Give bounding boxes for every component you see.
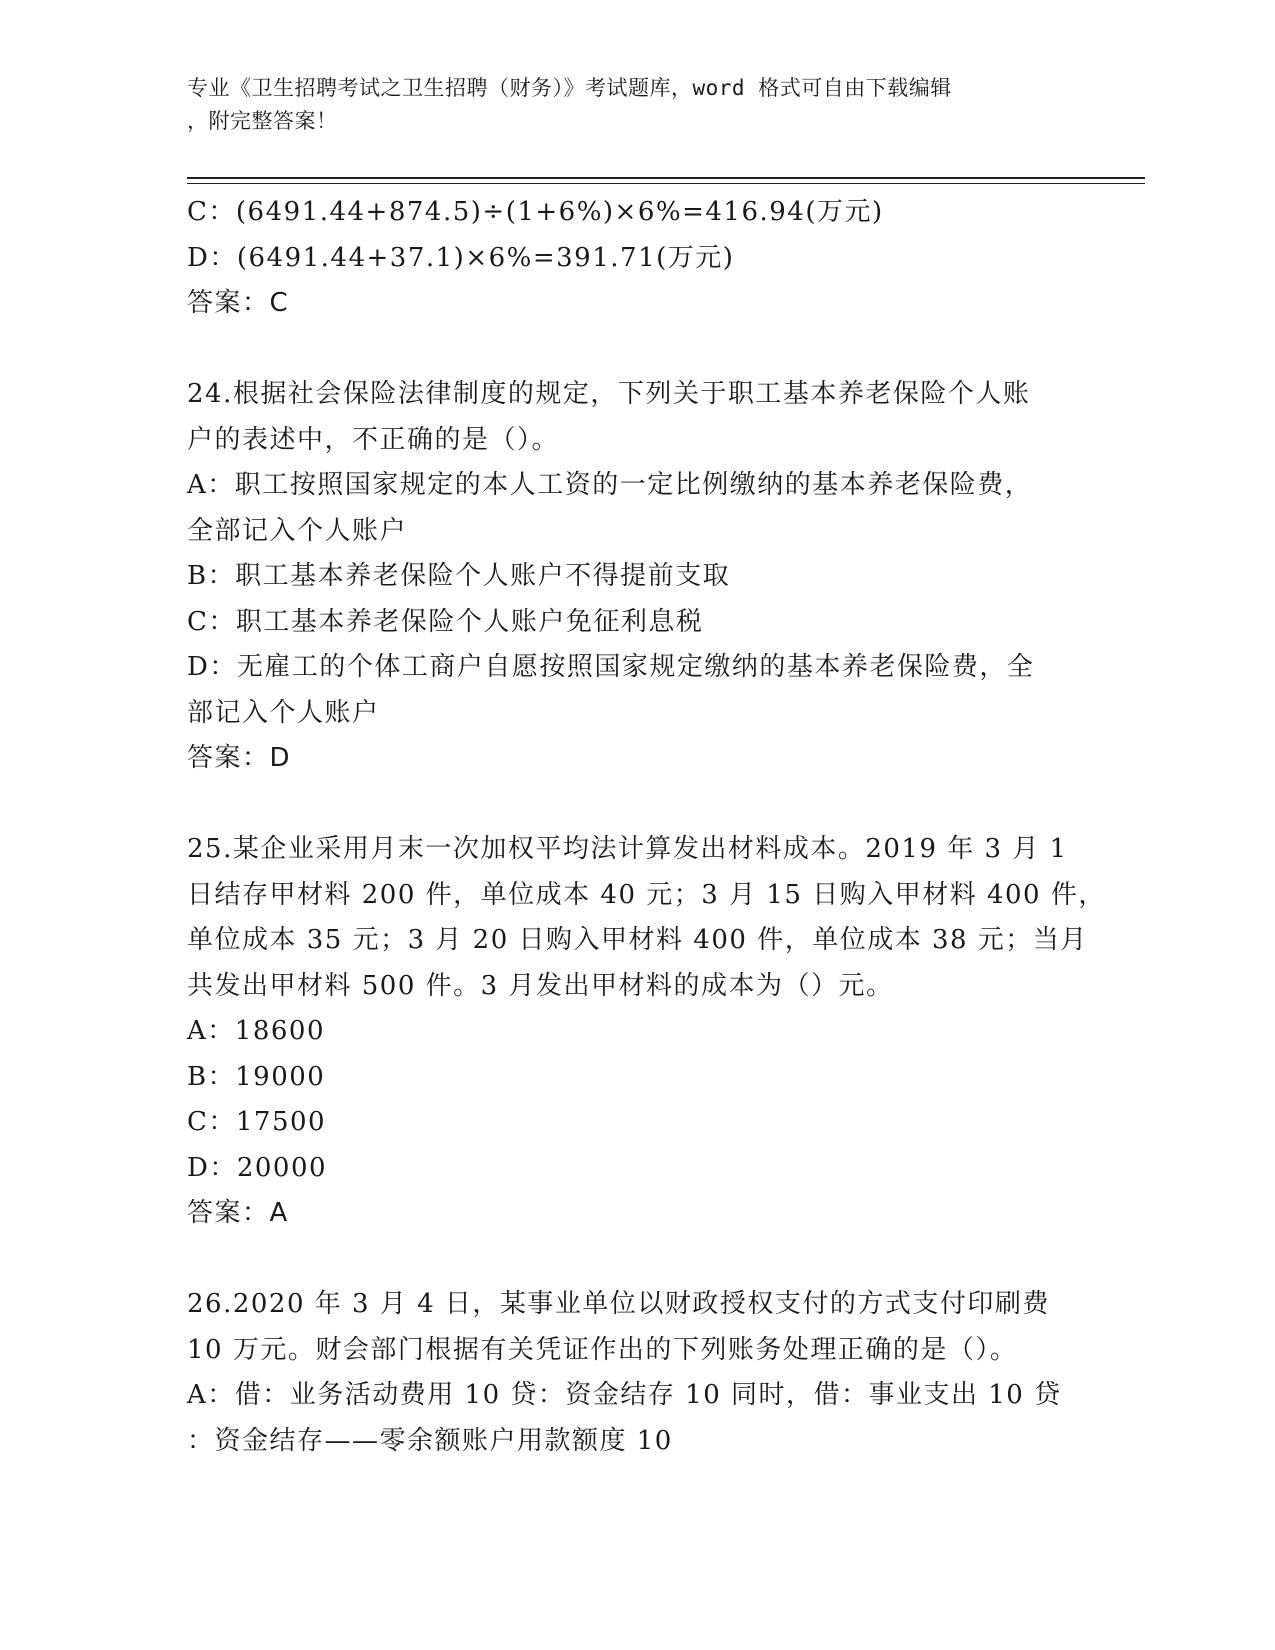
- q26-option-a-line1: A：借：业务活动费用 10 贷：资金结存 10 同时，借：事业支出 10 贷: [187, 1380, 1062, 1410]
- q25-option-b: B：19000: [187, 1061, 326, 1092]
- q25-option-d: D：20000: [187, 1152, 328, 1183]
- document-header: [187, 72, 1067, 138]
- q24-stem-line2: 户的表述中，不正确的是（）。: [187, 424, 560, 455]
- q25-stem-line1: 25.某企业采用月末一次加权平均法计算发出材料成本。2019 年 3 月 1: [187, 834, 1068, 864]
- prev-question-option-d: D：(6491.44+37.1)×6%=391.71(万元): [187, 242, 735, 273]
- spacer: [187, 1237, 1087, 1283]
- q25-answer: 答案：A: [187, 1198, 289, 1228]
- q25-stem-line4: 共发出甲材料 500 件。3 月发出甲材料的成本为（）元。: [187, 970, 894, 1001]
- q26-stem-line2: 10 万元。财会部门根据有关凭证作出的下列账务处理正确的是（）。: [187, 1334, 1018, 1365]
- q25-stem-line3: 单位成本 35 元；3 月 20 日购入甲材料 400 件，单位成本 38 元；当月: [187, 925, 1088, 955]
- prev-question-option-c: C：(6491.44+874.5)÷(1+6%)×6%=416.94(万元): [187, 197, 884, 227]
- prev-question-answer: 答案：C: [187, 288, 290, 318]
- spacer: [187, 782, 1087, 828]
- spacer: [187, 327, 1087, 373]
- q25-option-a: A：18600: [187, 1016, 325, 1046]
- header-title-line2: ，附完整答案！: [187, 109, 338, 133]
- q26-stem-line1: 26.2020 年 3 月 4 日，某事业单位以财政授权支付的方式支付印刷费: [187, 1289, 1050, 1319]
- q24-option-d-line2: 部记入个人账户: [187, 697, 380, 728]
- q24-stem-line1: 24.根据社会保险法律制度的规定，下列关于职工基本养老保险个人账: [187, 379, 1031, 409]
- q26-option-a-line2: ：资金结存——零余额账户用款额度 10: [187, 1425, 673, 1456]
- question-content: [187, 190, 1106, 1464]
- q24-option-b: B：职工基本养老保险个人账户不得提前支取: [187, 561, 731, 591]
- q25-option-c: C：17500: [187, 1107, 327, 1137]
- q24-option-a-line1: A：职工按照国家规定的本人工资的一定比例缴纳的基本养老保险费，: [187, 470, 1033, 500]
- q24-answer: 答案：D: [187, 743, 292, 773]
- header-divider-thick: [187, 177, 1145, 179]
- q24-option-d-line1: D：无雇工的个体工商户自愿按照国家规定缴纳的基本养老保险费，全: [187, 652, 1035, 682]
- header-title-line1: 专业《卫生招聘考试之卫生招聘（财务）》考试题库，word 格式可自由下载编辑: [187, 76, 952, 100]
- q25-stem-line2: 日结存甲材料 200 件，单位成本 40 元；3 月 15 日购入甲材料 400 件，: [187, 879, 1106, 910]
- q24-option-a-line2: 全部记入个人账户: [187, 515, 408, 546]
- q24-option-c: C：职工基本养老保险个人账户免征利息税: [187, 606, 704, 637]
- header-divider-thin: [187, 183, 1145, 184]
